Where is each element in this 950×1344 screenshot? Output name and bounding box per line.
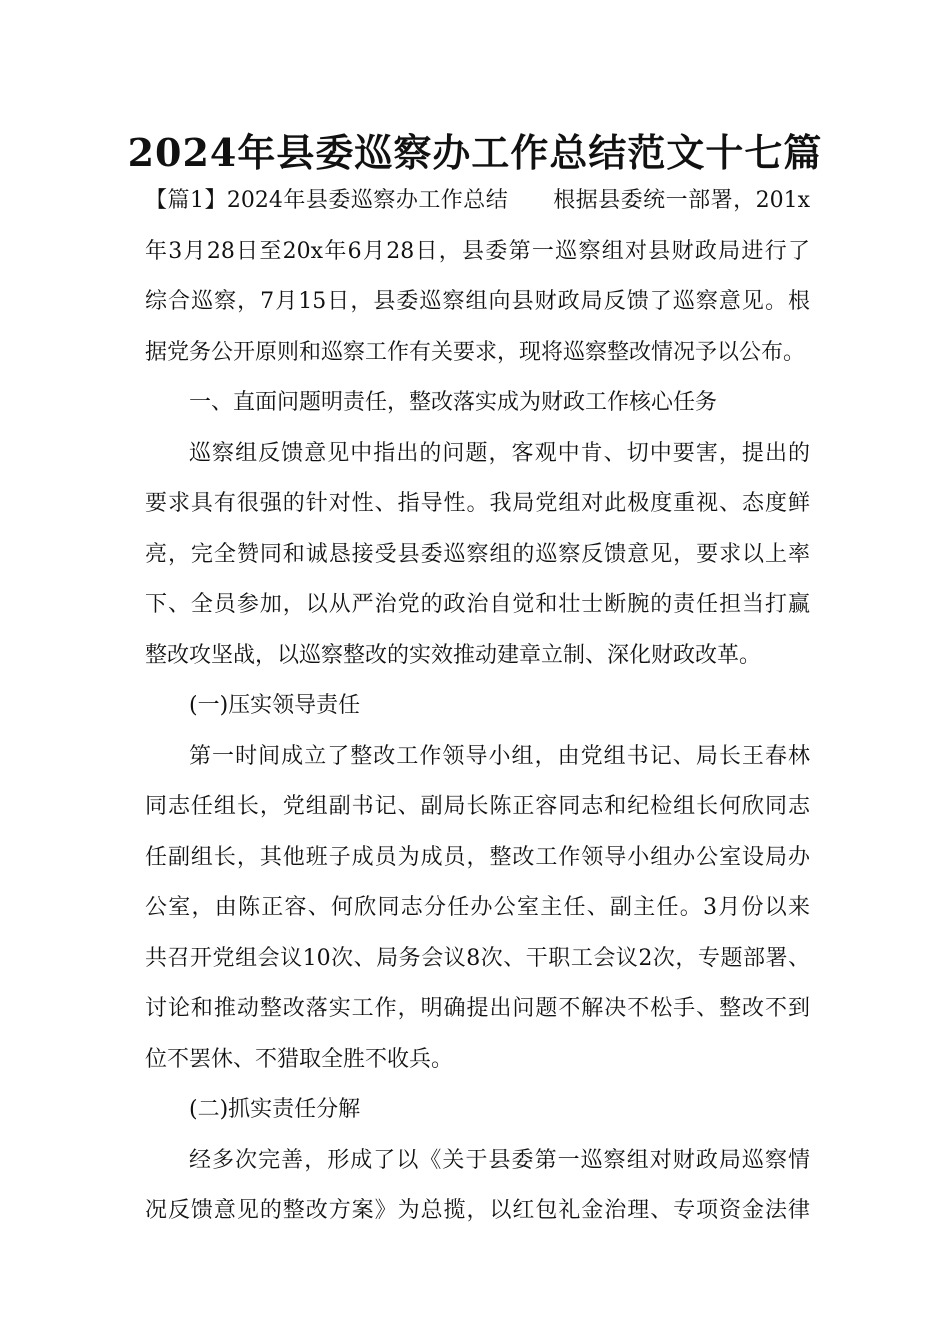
section-heading: 一、直面问题明责任，整改落实成为财政工作核心任务 xyxy=(189,390,718,415)
paragraph-line: 第一时间成立了整改工作领导小组，由党组书记、局长王春林 xyxy=(189,743,810,769)
paragraph-line: 下、全员参加，以从严治党的政治自觉和壮士断腕的责任担当打赢 xyxy=(145,592,810,617)
section-heading: (一)压实领导责任 xyxy=(189,693,361,718)
paragraph-line: 综合巡察，7月15日，县委巡察组向县财政局反馈了巡察意见。根 xyxy=(145,289,810,314)
paragraph-line: 任副组长，其他班子成员为成员，整改工作领导小组办公室设局办 xyxy=(145,844,810,870)
paragraph-line: 要求具有很强的针对性、指导性。我局党组对此极度重视、态度鲜 xyxy=(145,491,810,516)
paragraph-line: 共召开党组会议10次、局务会议8次、干职工会议2次，专题部署、 xyxy=(145,945,810,971)
paragraph-line: 位不罢休、不猎取全胜不收兵。 xyxy=(145,1046,454,1072)
document-body xyxy=(145,176,810,1237)
paragraph-line: 况反馈意见的整改方案》为总揽，以红包礼金治理、专项资金法律 xyxy=(145,1198,810,1223)
paragraph-line: 经多次完善，形成了以《关于县委第一巡察组对财政局巡察情 xyxy=(189,1147,810,1173)
paragraph-line: 年3月28日至20x年6月28日，县委第一巡察组对县财政局进行了 xyxy=(145,238,810,264)
paragraph-line: 巡察组反馈意见中指出的问题，客观中肯、切中要害，提出的 xyxy=(189,440,810,466)
paragraph-line: 整改攻坚战，以巡察整改的实效推动建章立制、深化财政改革。 xyxy=(145,642,762,668)
paragraph-line: 公室，由陈正容、何欣同志分任办公室主任、副主任。3月份以来 xyxy=(145,895,810,920)
paragraph-line: 亮，完全赞同和诚恳接受县委巡察组的巡察反馈意见，要求以上率 xyxy=(145,541,810,567)
paragraph-line: 【篇1】2024年县委巡察办工作总结 根据县委统一部署，201x xyxy=(145,188,810,213)
section-heading: (二)抓实责任分解 xyxy=(189,1097,361,1122)
document-title: 2024年县委巡察办工作总结范文十七篇 xyxy=(127,130,823,175)
paragraph-line: 据党务公开原则和巡察工作有关要求，现将巡察整改情况予以公布。 xyxy=(145,339,806,365)
paragraph-line: 讨论和推动整改落实工作，明确提出问题不解决不松手、整改不到 xyxy=(145,996,810,1021)
paragraph-line: 同志任组长，党组副书记、副局长陈正容同志和纪检组长何欣同志 xyxy=(145,794,810,819)
